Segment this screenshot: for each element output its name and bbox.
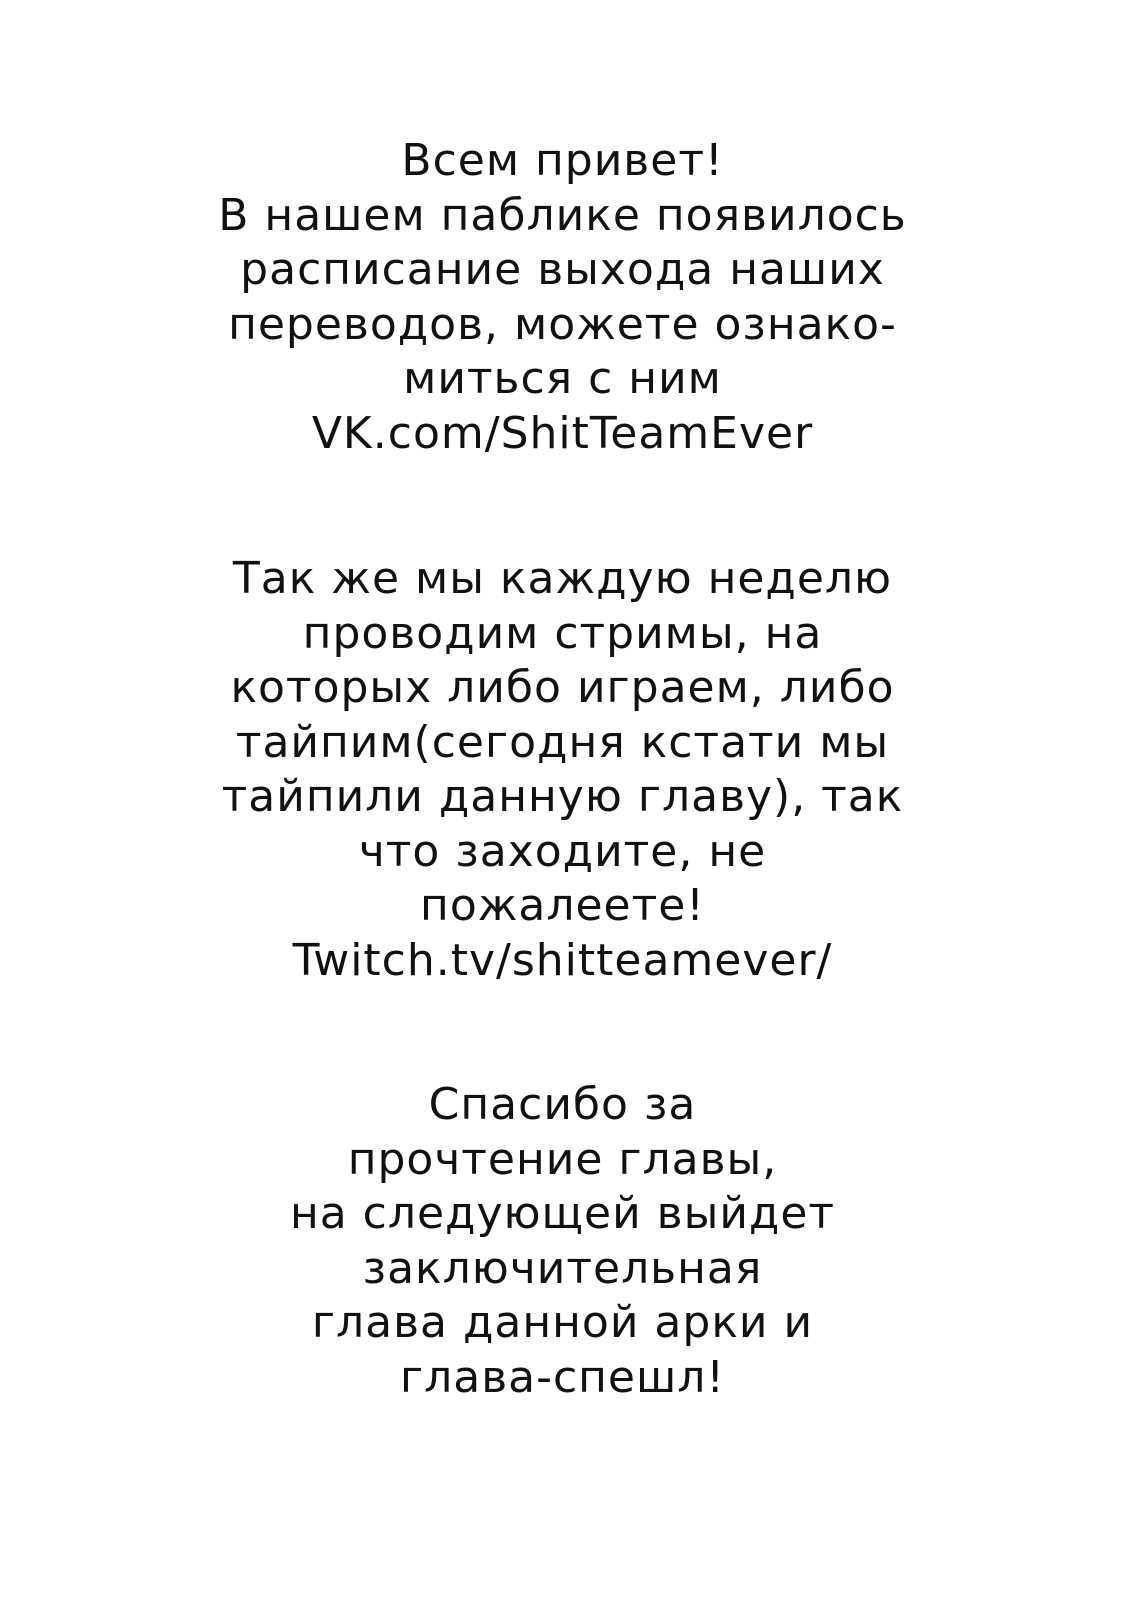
vk-link-text: VK.com/ShitTeamEver bbox=[311, 407, 814, 459]
text-line: В нашем паблике появилось bbox=[218, 189, 907, 241]
text-line: глава-спешл! bbox=[399, 1351, 726, 1403]
text-line: прочтение главы, bbox=[347, 1133, 778, 1185]
text-line: расписание выхода наших bbox=[240, 244, 885, 295]
text-line: которых либо играем, либо bbox=[230, 662, 895, 713]
thanks-paragraph bbox=[0, 1078, 1125, 1405]
text-line: на следующей выйдет bbox=[289, 1188, 836, 1239]
text-line: заключительная bbox=[362, 1242, 763, 1294]
text-line: пожалеете! bbox=[420, 880, 705, 931]
text-line: глава данной арки и bbox=[311, 1297, 814, 1348]
twitch-link-text: Twitch.tv/shitteamever/ bbox=[292, 934, 833, 986]
text-line: тайпили данную главу), так bbox=[221, 771, 904, 822]
text-line: миться с ним bbox=[403, 353, 722, 404]
text-line: тайпим(сегодня кстати мы bbox=[235, 716, 890, 768]
text-line: проводим стримы, на bbox=[302, 607, 823, 659]
text-line: переводов, можете ознако- bbox=[228, 298, 897, 350]
greeting-paragraph bbox=[0, 134, 1125, 461]
streams-paragraph bbox=[0, 552, 1125, 988]
text-line: Спасибо за bbox=[428, 1079, 697, 1130]
text-line: Всем привет! bbox=[401, 135, 724, 186]
text-line: что заходите, не bbox=[358, 825, 767, 877]
text-line: Так же мы каждую неделю bbox=[232, 553, 893, 604]
